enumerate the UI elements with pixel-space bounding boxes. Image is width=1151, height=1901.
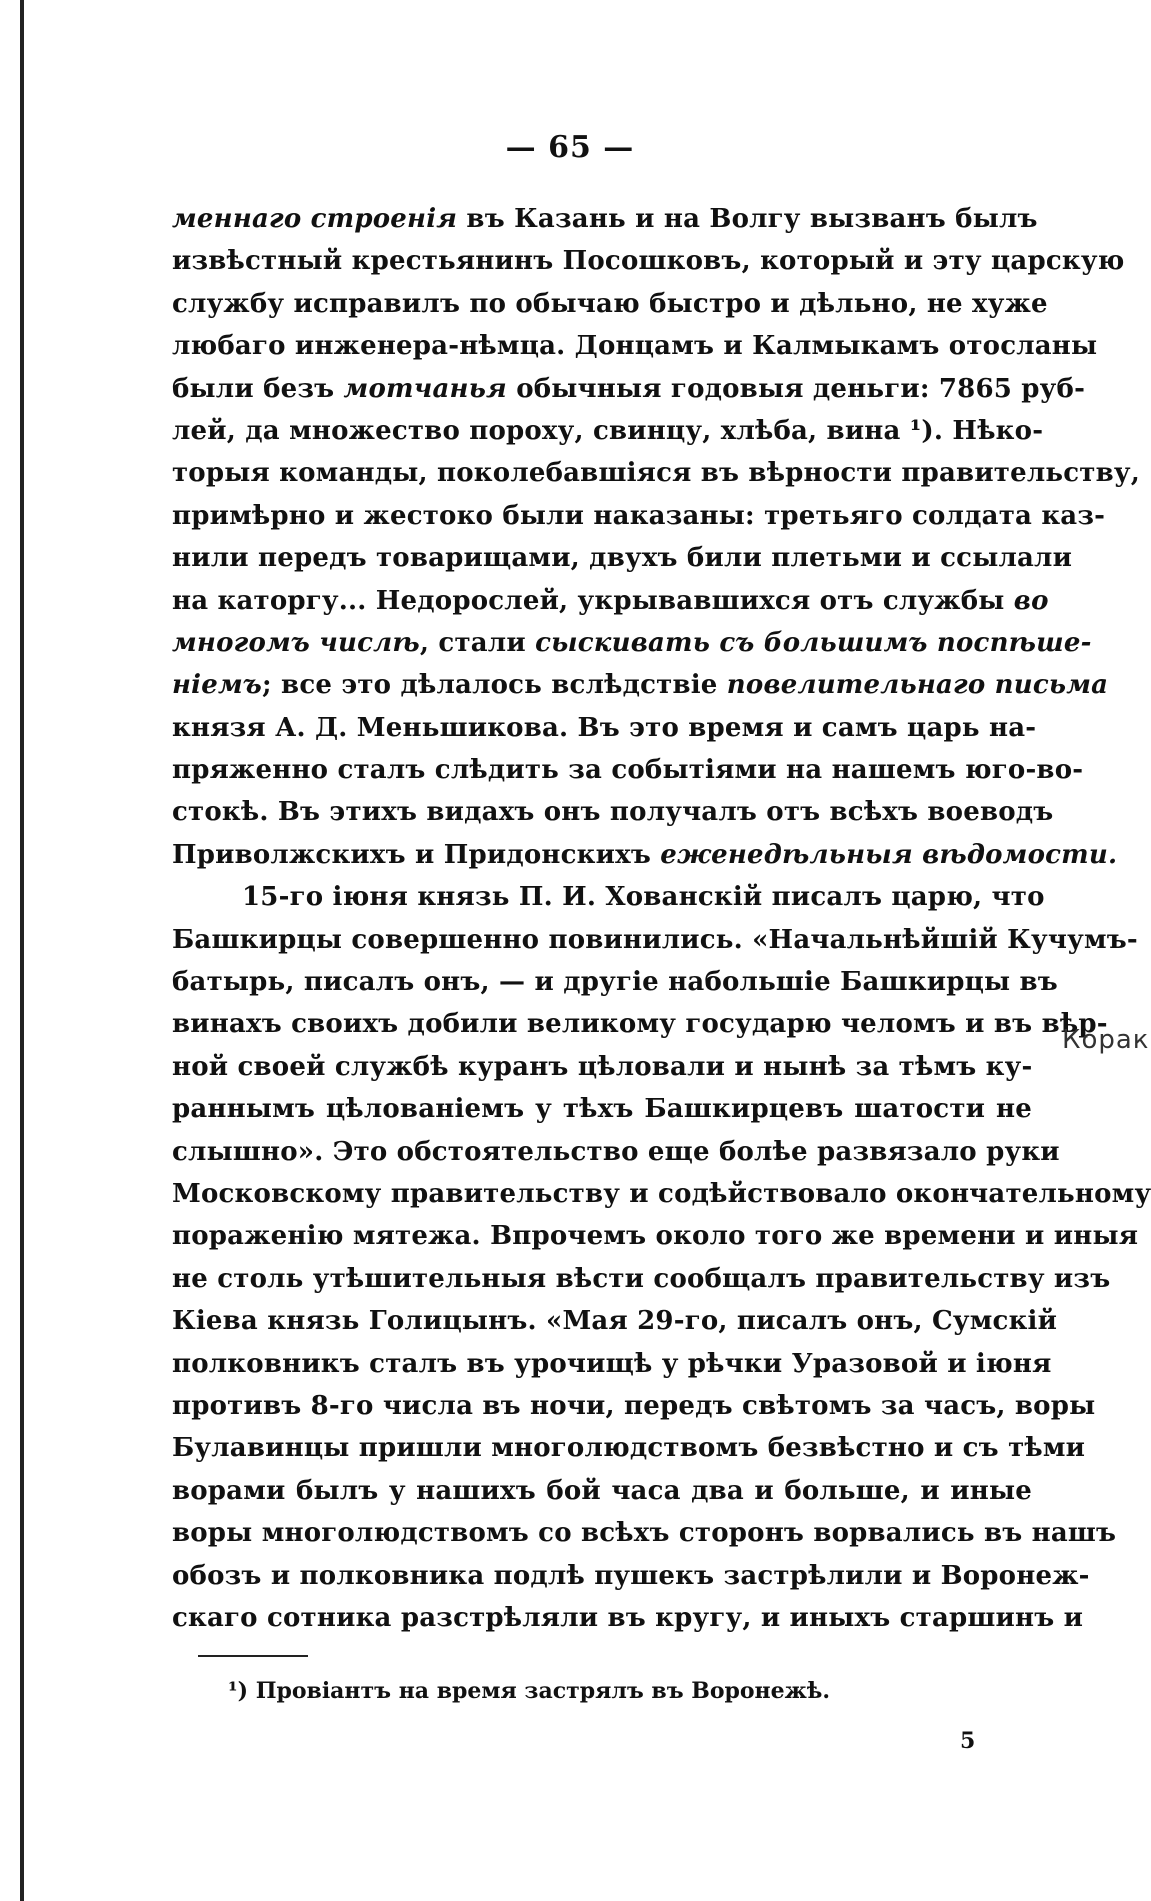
text-segment: Московскому правительству и содѣйствовало окончательному (172, 1178, 1151, 1209)
signature-mark: 5 (960, 1728, 976, 1754)
text-segment: въ Казань и на Волгу вызванъ былъ (457, 204, 1038, 234)
margin-note: Корак (1062, 1025, 1150, 1055)
page-edge-shadow (20, 0, 24, 1901)
text-segment: обозъ и полковника подлѣ пушекъ застрѣлили и Воронеж- (172, 1560, 1090, 1591)
text-segment: князя А. Д. Меньшикова. Въ это время и самъ царь на- (172, 712, 1037, 743)
text-line (172, 1343, 1052, 1385)
text-line (172, 1046, 1032, 1088)
text-line (172, 1427, 1086, 1469)
italic-text: сыскивать съ большимъ поспѣше- (535, 627, 1092, 658)
text-segment: пораженію мятежа. Впрочемъ около того же времени и иныя (172, 1221, 1139, 1252)
text-line (172, 1258, 1111, 1300)
text-line (172, 622, 1092, 664)
text-line (172, 961, 1058, 1003)
text-line (172, 791, 1054, 833)
italic-text: еженедѣльныя вѣдомости. (660, 839, 1118, 870)
text-segment: торыя команды, поколебавшіяся въ вѣрности правительству, (172, 458, 1140, 489)
text-line (172, 1555, 1090, 1597)
text-segment: не столь утѣшительныя вѣсти сообщалъ правительству изъ (172, 1263, 1111, 1294)
text-line (172, 368, 1086, 410)
text-segment: любаго инженера-нѣмца. Донцамъ и Калмыкамъ отосланы (172, 331, 1098, 362)
text-line (172, 537, 1073, 579)
text-line (172, 1215, 1139, 1257)
text-line (172, 876, 1045, 918)
italic-text: мотчанья (343, 373, 507, 404)
text-line (172, 1470, 1032, 1512)
text-segment: обычныя годовыя деньги: 7865 руб- (506, 373, 1086, 404)
text-segment: Приволжскихъ и Придонскихъ (172, 839, 661, 870)
text-segment: , стали (419, 627, 536, 658)
text-segment: слышно». Это обстоятельство еще болѣе развязало руки (172, 1136, 1060, 1167)
text-line (172, 707, 1037, 749)
text-segment: Башкирцы совершенно повинились. «Начальнѣйшій Кучумъ- (172, 924, 1138, 955)
text-segment: пряженно сталъ слѣдить за событіями на нашемъ юго-во- (172, 755, 1084, 786)
italic-text: ніемъ (172, 670, 262, 701)
text-segment: ; все это дѣлалось вслѣдствіе (262, 670, 727, 701)
text-segment: ной своей службѣ куранъ цѣловали и нынѣ за тѣмъ ку- (172, 1051, 1033, 1082)
text-line (172, 834, 1118, 876)
text-segment: ворами былъ у нашихъ бой часа два и больше, и иные (172, 1475, 1032, 1506)
text-segment: батырь, писалъ онъ, — и другіе набольшіе Башкирцы въ (172, 967, 1058, 998)
text-line (172, 749, 1084, 791)
page-number: — 65 — (505, 130, 635, 165)
text-line (172, 580, 1049, 622)
text-line (172, 1003, 1108, 1045)
text-segment: извѣстный крестьянинъ Посошковъ, который и эту царскую (172, 246, 1125, 277)
text-segment: лей, да множество пороху, свинцу, хлѣба, вина ¹). Нѣко- (172, 415, 1044, 446)
text-segment: раннымъ цѣлованіемъ у тѣхъ Башкирцевъ шатости не (172, 1094, 1032, 1125)
text-segment: на каторгу... Недорослей, укрывавшихся отъ службы (172, 585, 1014, 616)
text-segment: 15-го іюня князь П. И. Хованскій писалъ царю, что (242, 882, 1045, 913)
italic-text: повелительнаго письма (726, 670, 1109, 701)
text-segment: полковникъ сталъ въ урочищѣ у рѣчки Уразовой и іюня (172, 1348, 1052, 1379)
text-line (172, 495, 1106, 537)
text-line (172, 1131, 1060, 1173)
text-segment: службу исправилъ по обычаю быстро и дѣльно, не хуже (172, 288, 1048, 319)
text-segment: нили передъ товарищами, двухъ били плетьми и ссылали (172, 543, 1073, 574)
text-line (172, 1597, 1084, 1639)
text-line (172, 325, 1098, 367)
italic-text: меннаго строенія (172, 204, 458, 234)
text-segment: воры многолюдствомъ со всѣхъ сторонъ ворвались въ нашъ (172, 1518, 1117, 1549)
text-line (172, 240, 1125, 282)
text-line (172, 1512, 1117, 1554)
text-segment: стокѣ. Въ этихъ видахъ онъ получалъ отъ всѣхъ воеводъ (172, 797, 1054, 828)
text-line (172, 452, 1140, 494)
text-segment: были безъ (172, 373, 344, 404)
text-segment: противъ 8-го числа въ ночи, передъ свѣтомъ за часъ, воры (172, 1390, 1096, 1421)
text-line (172, 664, 1109, 706)
text-segment: Кіева князь Голицынъ. «Мая 29-го, писалъ онъ, Сумскій (172, 1306, 1058, 1337)
text-segment: примѣрно и жестоко были наказаны: третьяго солдата каз- (172, 500, 1106, 531)
text-line (172, 1088, 1032, 1130)
text-segment: винахъ своихъ добили великому государю челомъ и въ вѣр- (172, 1009, 1108, 1040)
text-line (172, 919, 1138, 961)
footnote: ¹) Провіантъ на время застрялъ въ Воронежѣ. (228, 1678, 831, 1704)
text-line (172, 1173, 1151, 1215)
text-segment: скаго сотника разстрѣляли въ кругу, и иныхъ старшинъ и (172, 1602, 1084, 1633)
italic-text: многомъ числѣ (172, 627, 420, 658)
footnote-divider (198, 1655, 308, 1657)
text-line (172, 1300, 1058, 1342)
text-line (172, 410, 1044, 452)
italic-text: во (1013, 585, 1049, 616)
text-segment: Булавинцы пришли многолюдствомъ безвѣстно и съ тѣми (172, 1433, 1086, 1464)
text-line (172, 1385, 1096, 1427)
text-line (172, 283, 1048, 325)
text-line (172, 198, 1038, 240)
